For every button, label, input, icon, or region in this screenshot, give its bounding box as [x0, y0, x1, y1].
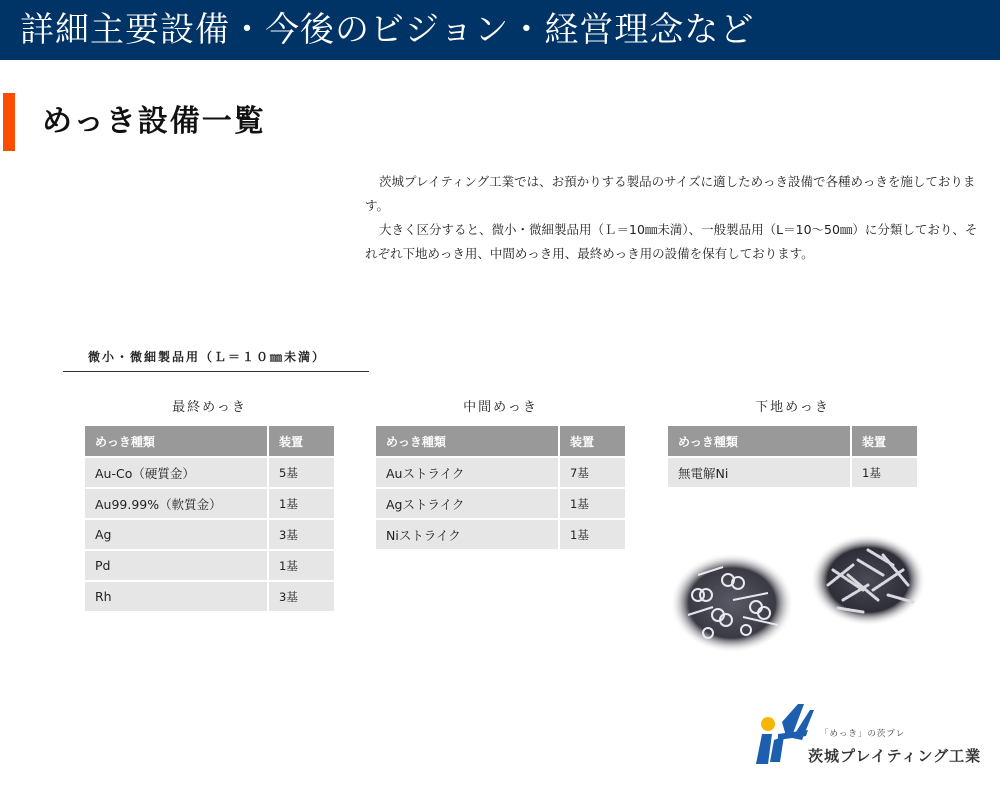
plating-type: Niストライク: [376, 518, 560, 549]
plating-type: Agストライク: [376, 487, 560, 518]
logo-tagline: 「めっき」の茨プレ: [820, 729, 906, 739]
equipment-count: 1基: [269, 549, 334, 580]
equipment-count: 3基: [269, 518, 334, 549]
subsection-title: 微小・微細製品用（Ｌ＝１０㎜未満）: [88, 350, 327, 364]
plating-type: Ag: [85, 518, 269, 549]
equipment-count: 1基: [269, 487, 334, 518]
section-accent-bar: [3, 93, 15, 151]
equipment-count: 1基: [560, 487, 625, 518]
column-header-type: めっき種類: [85, 426, 269, 456]
table-row: [85, 580, 334, 611]
equipment-count: 1基: [852, 456, 917, 487]
table-row: [85, 549, 334, 580]
table-row: [376, 456, 625, 487]
table-header-row: [668, 426, 917, 456]
logo-company-name: 茨城プレイティング工業: [808, 747, 982, 765]
logo-sun-mark: [761, 717, 775, 731]
intro-text: [365, 170, 985, 266]
plating-type: Au99.99%（軟質金）: [85, 487, 269, 518]
equipment-count: 1基: [560, 518, 625, 549]
final-plating-caption: 最終めっき: [172, 400, 247, 415]
spring-parts-photo: [668, 545, 796, 655]
plating-type: Auストライク: [376, 456, 560, 487]
column-header-type: めっき種類: [668, 426, 852, 456]
plating-type: 無電解Ni: [668, 456, 852, 487]
column-header-equipment: 装置: [560, 426, 625, 456]
plating-type: Rh: [85, 580, 269, 611]
page-header: [0, 0, 1000, 60]
table-row: [85, 456, 334, 487]
screw-parts-photo: [808, 530, 928, 630]
section-title: めっき設備一覧: [42, 104, 266, 139]
equipment-count: 3基: [269, 580, 334, 611]
intermediate-plating-caption: 中間めっき: [463, 400, 538, 415]
plating-type: Au-Co（硬質金）: [85, 456, 269, 487]
table-header-row: [85, 426, 334, 456]
base-plating-table: [668, 426, 917, 487]
column-header-type: めっき種類: [376, 426, 560, 456]
equipment-count: 5基: [269, 456, 334, 487]
equipment-count: 7基: [560, 456, 625, 487]
base-plating-caption: 下地めっき: [755, 400, 830, 415]
header-title: 詳細主要設備・今後のビジョン・経営理念など: [20, 10, 755, 50]
intro-paragraph-1: 茨城プレイティング工業では、お預かりする製品のサイズに適しためっき設備で各種めっきを施しております。: [365, 174, 976, 213]
table-row: [85, 487, 334, 518]
column-header-equipment: 装置: [852, 426, 917, 456]
plating-type: Pd: [85, 549, 269, 580]
intro-paragraph-2: 大きく区分すると、微小・微細製品用（Ｌ＝10㎜未満）、一般製品用（L＝10～50㎜）に分類しており、それぞれ下地めっき用、中間めっき用、最終めっき用の設備を保有しております。: [365, 222, 978, 261]
table-row: [85, 518, 334, 549]
table-row: [668, 456, 917, 487]
table-row: [376, 487, 625, 518]
logo-mark: [756, 704, 814, 764]
column-header-equipment: 装置: [269, 426, 334, 456]
table-row: [376, 518, 625, 549]
subsection-divider: [63, 371, 369, 372]
intermediate-plating-table: [376, 426, 625, 549]
table-header-row: [376, 426, 625, 456]
final-plating-table: [85, 426, 334, 611]
